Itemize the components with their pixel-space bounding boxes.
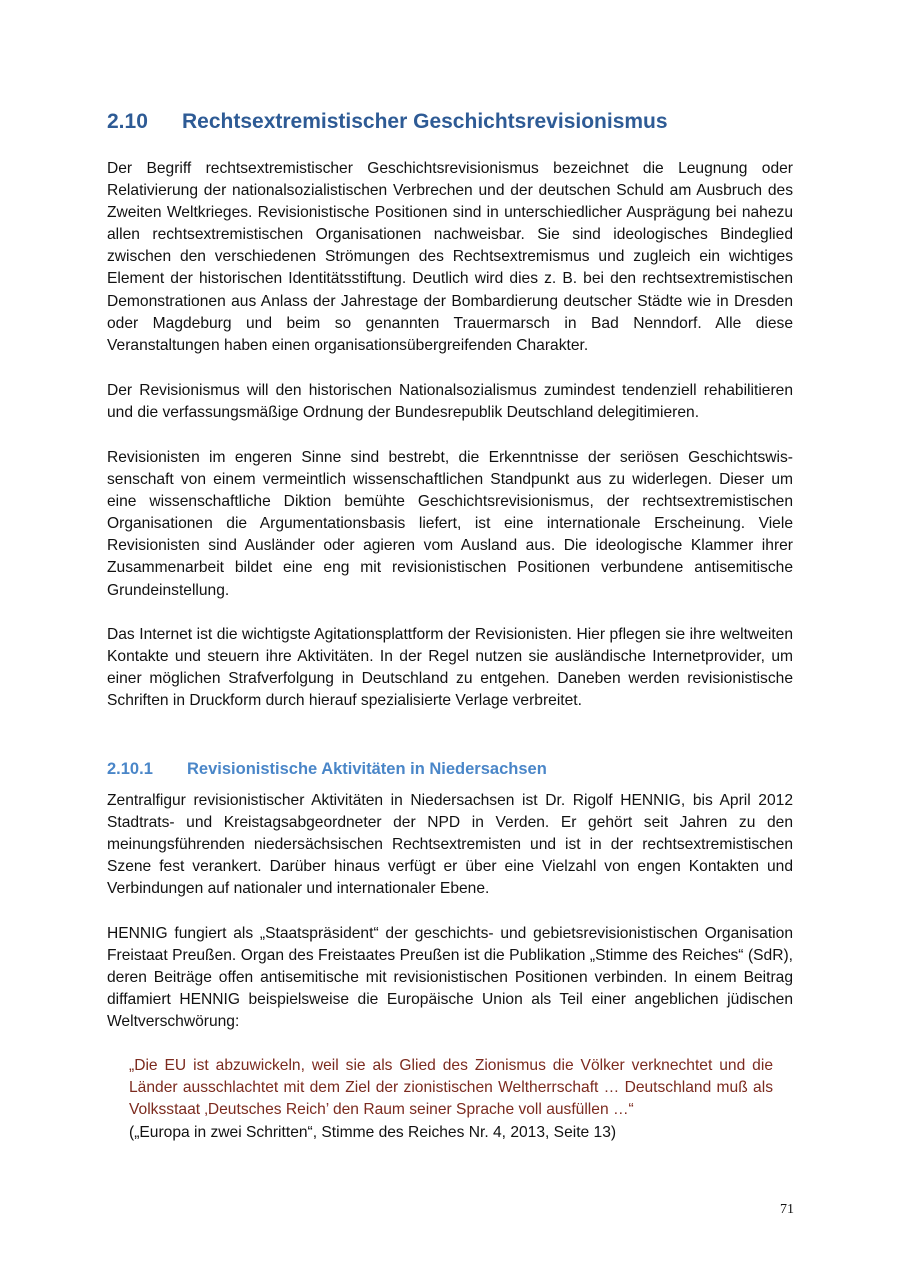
subsection-heading (107, 756, 797, 782)
page-number: 71 (780, 1202, 794, 1217)
paragraph-definition: Der Begriff rechtsextremistischer Geschichtsrevisionismus bezeichnet die Leugnung oder Relativierung der nationalsozialistischen Verbrechen und der deutschen Schuld am Ausbruch des Zweiten Weltkrieges. Revisionistische Positionen sind in unterschiedlicher Ausprägung bei nahezu allen rechtsextremistischen Organisationen nachweisbar. Sie sind ideologisches Bindeglied zwischen den verschiedenen Strömungen des Rechtsextremismus und zugleich ein wichtiges Element der historischen Identitätsstiftung. Deutlich wird dies z. B. bei den rechtsextremistischen Demonstrationen aus Anlass der Jahrestage der Bombardierung deutscher Städte wie in Dresden oder Magdeburg und beim so genannten Trauermarsch in Bad Nenndorf. Alle diese Veranstaltungen haben einen organisationsübergreifenden Charakter. (107, 160, 793, 354)
paragraph-rehabilitation: Der Revisionismus will den historischen Nationalsozialismus zumindest tendenziell rehabilitieren und die verfassungsmäßige Ordnung der Bundesrepublik Deutschland delegitimieren. (107, 382, 793, 422)
paragraph-freistaat: HENNIG fungiert als „Staatspräsident“ der geschichts- und gebietsrevisionistischen Organisation Freistaat Preußen. Organ des Freistaates Preußen ist die Publikation „Stimme des Reiches“ (SdR), deren Beiträge offen antisemitische mit revisionistischen Positionen verbinden. In einem Beitrag diffamiert HENNIG beispielsweise die Europäische Union als Teil einer angeblichen jüdischen Weltverschwörung: (107, 925, 793, 1031)
subsection-number: 2.10.1 (107, 760, 153, 778)
section-title: Rechtsextremistischer Geschichtsrevisionismus (182, 110, 668, 133)
paragraph-internet: Das Internet ist die wichtigste Agitationsplattform der Revisionisten. Hier pflegen sie ihre weltweiten Kontakte und steuern ihre Aktivitäten. In der Regel nutzen sie ausländische Internetprovider, um einer möglichen Strafverfolgung in Deutschland zu entgehen. Daneben werden revisionistische Schriften in Druckform durch hierauf spezialisierte Verlage verbreitet. (107, 626, 793, 710)
paragraph-hennig: Zentralfigur revisionistischer Aktivitäten in Niedersachsen ist Dr. Rigolf HENNIG, bis April 2012 Stadtrats- und Kreistagsabgeordneter der NPD in Verden. Er gehört seit Jahren zu den meinungsführenden niedersächsischen Rechtsextremisten und ist in der rechtsextremistischen Szene fest verankert. Darüber hinaus verfügt er über eine Vielzahl von engen Kontakten und Verbindungen auf nationaler und internationaler Ebene. (107, 792, 793, 898)
section-number: 2.10 (107, 110, 148, 133)
paragraph-revisionists: Revisionisten im engeren Sinne sind bestrebt, die Erkenntnisse der seriösen Geschichtswissenschaft von einem vermeintlich wissenschaftlichen Standpunkt aus zu widerlegen. Dieser um eine wissenschaftliche Diktion bemühte Geschichtsrevisionismus, der rechtsextremistischen Organisationen die Argumentationsbasis liefert, ist eine internationale Erscheinung. Viele Revisionisten sind Ausländer oder agieren vom Ausland aus. Die ideologische Klammer ihrer Zusammenarbeit bildet eine eng mit revisionistischen Positionen verbundene antisemitische Grundeinstellung. (107, 449, 793, 599)
section-heading (107, 107, 797, 137)
block-quote: „Die EU ist abzuwickeln, weil sie als Glied des Zionismus die Völker verknechtet und die Länder ausschlachtet mit dem Ziel der zionistischen Weltherrschaft … Deutschland muß als Volksstaat ‚Deutsches Reich’ den Raum seiner Sprache voll ausfüllen …“ (129, 1057, 773, 1119)
quote-source: („Europa in zwei Schritten“, Stimme des Reiches Nr. 4, 2013, Seite 13) (129, 1124, 617, 1141)
subsection-title: Revisionistische Aktivitäten in Niedersachsen (187, 760, 547, 778)
